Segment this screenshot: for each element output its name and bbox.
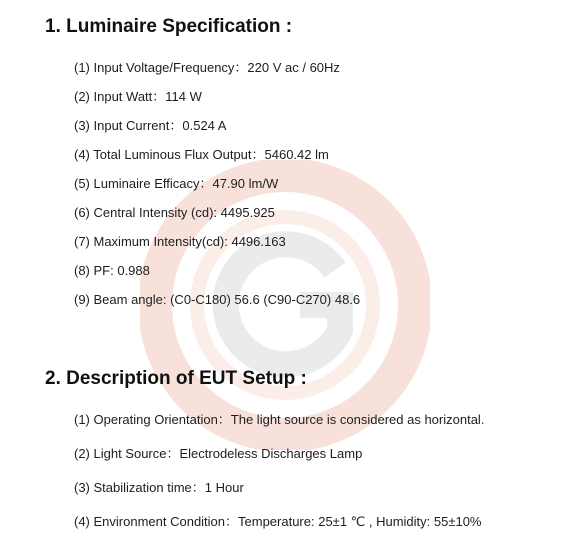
section-title-eut-setup: 2. Description of EUT Setup : (45, 368, 307, 389)
spec-power-factor: (8) PF: 0.988 (74, 263, 150, 278)
setup-operating-orientation: (1) Operating Orientation：The light source is considered as horizontal. (74, 412, 485, 427)
setup-light-source: (2) Light Source：Electrodeless Discharges Lamp (74, 446, 363, 461)
eut-setup-list (74, 412, 484, 548)
spec-beam-angle: (9) Beam angle: (C0-C180) 56.6 (C90-C270) 48.6 (74, 292, 361, 307)
spec-maximum-intensity: (7) Maximum Intensity(cd): 4496.163 (74, 234, 286, 249)
section-title-luminaire-specification: 1. Luminaire Specification : (45, 16, 293, 37)
spec-luminous-flux: (4) Total Luminous Flux Output：5460.42 lm (74, 147, 329, 162)
luminaire-specification-list (74, 60, 360, 321)
spec-luminaire-efficacy: (5) Luminaire Efficacy：47.90 lm/W (74, 176, 279, 191)
spec-input-voltage: (1) Input Voltage/Frequency：220 V ac / 60Hz (74, 60, 340, 75)
setup-stabilization-time: (3) Stabilization time：1 Hour (74, 480, 244, 495)
setup-environment-condition: (4) Environment Condition：Temperature: 25±1 ℃ , Humidity: 55±10% (74, 514, 482, 529)
spec-central-intensity: (6) Central Intensity (cd): 4495.925 (74, 205, 275, 220)
spec-input-current: (3) Input Current：0.524 A (74, 118, 227, 133)
spec-input-watt: (2) Input Watt：114 W (74, 89, 202, 104)
